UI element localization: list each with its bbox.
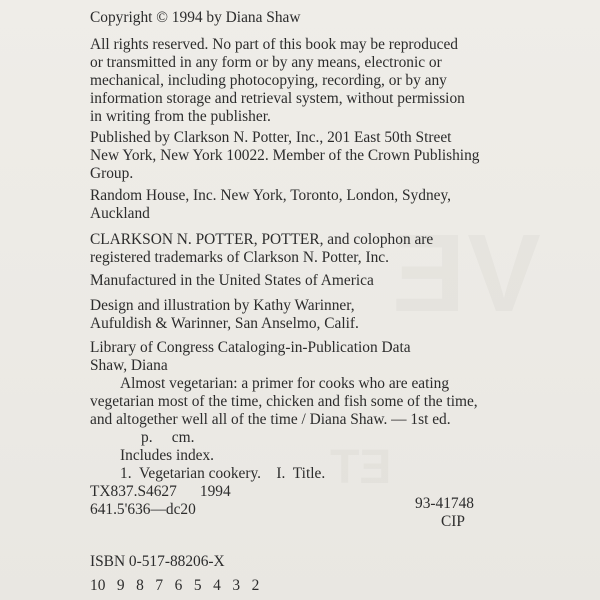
cip-title-line: vegetarian most of the time, chicken and fish some of the time, [90, 393, 478, 410]
cip-title-line: Almost vegetarian: a primer for cooks who are eating [120, 375, 450, 392]
cip-heading: Library of Congress Cataloging-in-Publication Data [90, 339, 411, 356]
cip-record-number: 93-41748 [415, 495, 474, 512]
publisher-paragraph [90, 129, 520, 183]
rights-paragraph [90, 36, 520, 126]
rights-line: in writing from the publisher. [90, 108, 271, 125]
trademark-line: registered trademarks of Clarkson N. Potter, Inc. [90, 249, 389, 266]
cip-block [90, 339, 520, 519]
rights-line: All rights reserved. No part of this book may be reproduced [90, 36, 458, 53]
design-credit-paragraph [90, 297, 520, 333]
trademark-paragraph [90, 231, 520, 267]
cip-label: CIP [441, 513, 465, 530]
rights-line: mechanical, including photocopying, recording, or by any [90, 72, 447, 89]
reverse-page-show-through: VE [390, 212, 541, 335]
rights-line: or transmitted in any form or by any means, electronic or [90, 54, 442, 71]
random-house-line: Auckland [90, 205, 150, 222]
cip-title-line: and altogether well all of the time / Diana Shaw. — 1st ed. [90, 411, 451, 428]
copyright-notice [90, 9, 520, 27]
trademark-line: CLARKSON N. POTTER, POTTER, and colophon are [90, 231, 434, 248]
copyright-line: Copyright © 1994 by Diana Shaw [90, 9, 301, 26]
random-house-paragraph [90, 187, 520, 223]
printing-number-line: 10 9 8 7 6 5 4 3 2 [90, 577, 260, 594]
cip-dewey-number: 641.5'636—dc20 [90, 501, 196, 518]
publisher-line: Group. [90, 165, 134, 182]
design-credit-line: Design and illustration by Kathy Warinner, [90, 297, 355, 314]
publisher-line: New York, New York 10022. Member of the Crown Publishing [90, 147, 480, 164]
isbn: ISBN 0-517-88206-X [90, 553, 225, 570]
publisher-line: Published by Clarkson N. Potter, Inc., 201 East 50th Street [90, 129, 452, 146]
cip-index-note: Includes index. [120, 447, 215, 464]
cip-lc-classification: TX837.S4627 1994 [90, 483, 231, 500]
cip-subject-headings: 1. Vegetarian cookery. I. Title. [120, 465, 326, 482]
cip-physical-description: p. cm. [141, 429, 195, 446]
rights-line: information storage and retrieval system, without permission [90, 90, 465, 107]
manufactured-line: Manufactured in the United States of America [90, 272, 374, 289]
random-house-line: Random House, Inc. New York, Toronto, London, Sydney, [90, 187, 452, 204]
cip-author: Shaw, Diana [90, 357, 168, 374]
design-credit-line: Aufuldish & Warinner, San Anselmo, Calif. [90, 315, 359, 332]
manufactured-paragraph [90, 272, 520, 290]
reverse-page-show-through-lower: ET [330, 441, 392, 494]
